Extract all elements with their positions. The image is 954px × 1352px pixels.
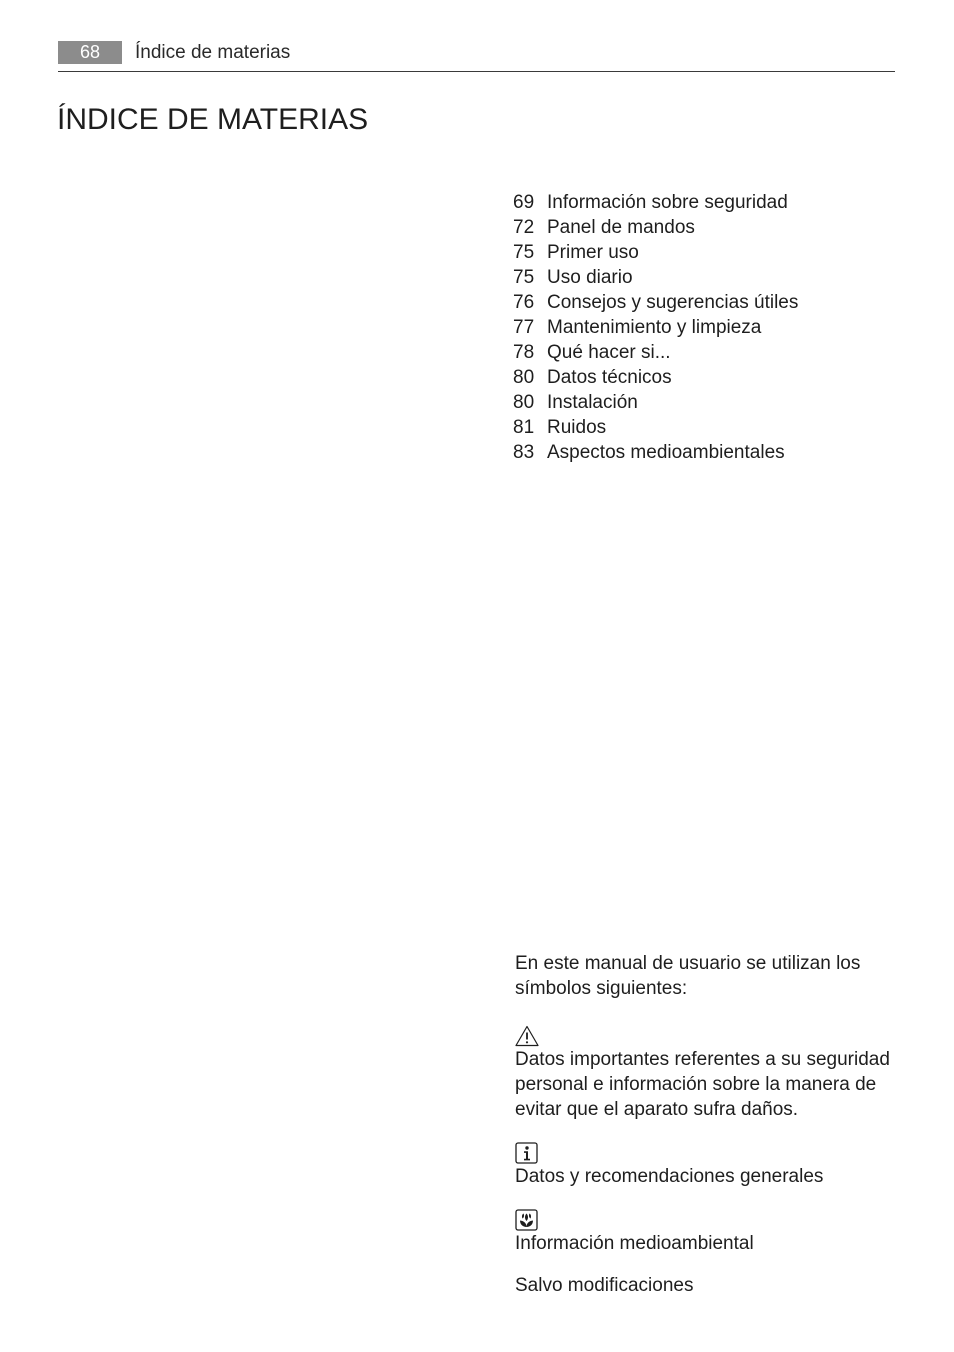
toc-page-number: 75 xyxy=(513,267,535,288)
legend-intro: En este manual de usuario se utilizan los símbolos siguientes: xyxy=(515,953,861,999)
toc-label: Ruidos xyxy=(547,417,607,438)
toc-item[interactable] xyxy=(513,290,798,315)
toc-item[interactable] xyxy=(513,215,798,240)
toc-label: Información sobre seguridad xyxy=(547,192,788,213)
toc-item[interactable] xyxy=(513,440,798,465)
warning-description: Datos importantes referentes a su seguridad personal e información sobre la manera de evitar que el aparato sufra daños. xyxy=(515,1049,890,1120)
toc-page-number: 77 xyxy=(513,317,535,338)
toc-label: Uso diario xyxy=(547,267,633,288)
toc-item[interactable] xyxy=(513,240,798,265)
toc-page-number: 81 xyxy=(513,417,535,438)
toc-item[interactable] xyxy=(513,190,798,215)
toc-item[interactable] xyxy=(513,340,798,365)
toc-label: Datos técnicos xyxy=(547,367,672,388)
toc-label: Primer uso xyxy=(547,242,639,263)
toc-label: Panel de mandos xyxy=(547,217,695,238)
header-section-title: Índice de materias xyxy=(135,42,291,63)
table-of-contents xyxy=(513,190,798,465)
page-title: ÍNDICE DE MATERIAS xyxy=(57,103,369,136)
environment-icon xyxy=(515,1209,539,1231)
symbols-legend xyxy=(515,951,905,1298)
environment-description: Información medioambiental xyxy=(515,1233,754,1254)
toc-page-number: 72 xyxy=(513,217,535,238)
page-number-badge: 68 xyxy=(58,41,122,64)
toc-item[interactable] xyxy=(513,365,798,390)
toc-page-number: 80 xyxy=(513,392,535,413)
footer-note: Salvo modificaciones xyxy=(515,1275,694,1296)
toc-label: Aspectos medioambientales xyxy=(547,442,785,463)
toc-page-number: 75 xyxy=(513,242,535,263)
toc-label: Instalación xyxy=(547,392,638,413)
toc-item[interactable] xyxy=(513,265,798,290)
toc-page-number: 83 xyxy=(513,442,535,463)
toc-page-number: 76 xyxy=(513,292,535,313)
toc-page-number: 80 xyxy=(513,367,535,388)
page-header xyxy=(58,38,895,72)
toc-page-number: 69 xyxy=(513,192,535,213)
toc-item[interactable] xyxy=(513,390,798,415)
toc-page-number: 78 xyxy=(513,342,535,363)
toc-item[interactable] xyxy=(513,415,798,440)
info-icon xyxy=(515,1142,539,1164)
toc-label: Mantenimiento y limpieza xyxy=(547,317,762,338)
warning-triangle-icon xyxy=(515,1025,539,1047)
info-description: Datos y recomendaciones generales xyxy=(515,1166,824,1187)
toc-label: Consejos y sugerencias útiles xyxy=(547,292,799,313)
toc-label: Qué hacer si... xyxy=(547,342,671,363)
toc-item[interactable] xyxy=(513,315,798,340)
